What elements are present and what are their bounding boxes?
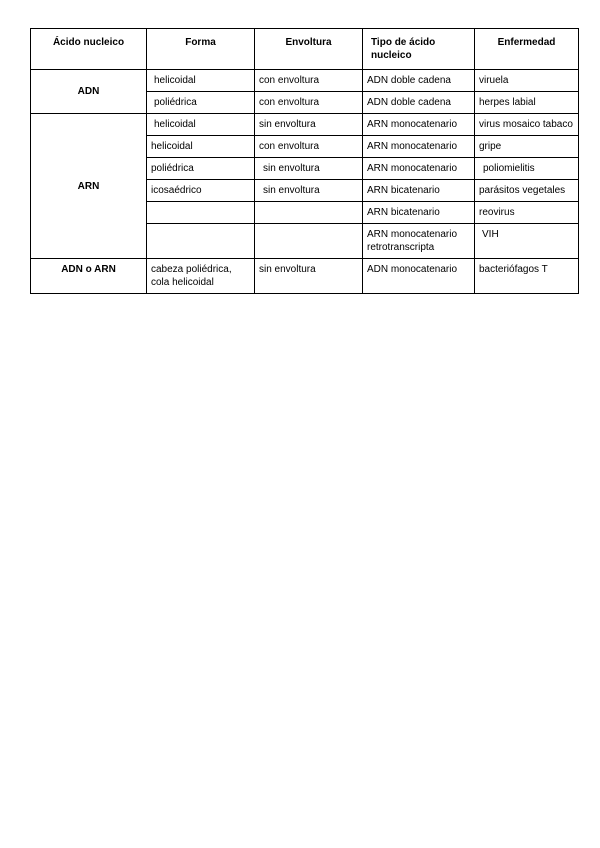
cell-forma: helicoidal [147,114,255,136]
cell-envoltura: sin envoltura [255,180,363,202]
cell-tipo: ARN bicatenario [363,180,475,202]
header-enfermedad: Enfermedad [475,29,579,70]
cell-envoltura-empty [255,202,363,224]
cell-enfermedad: virus mosaico tabaco [475,114,579,136]
cell-tipo: ARN monocatenario [363,136,475,158]
group-cell-arn: ARN [31,114,147,259]
cell-enfermedad: viruela [475,70,579,92]
cell-envoltura: sin envoltura [255,259,363,294]
cell-tipo: ARN monocatenario retrotranscripta [363,224,475,259]
header-tipo-acido-nucleico: Tipo de ácido nucleico [363,29,475,70]
cell-forma: cabeza poliédrica, cola helicoidal [147,259,255,294]
header-envoltura: Envoltura [255,29,363,70]
cell-tipo: ARN bicatenario [363,202,475,224]
cell-enfermedad: herpes labial [475,92,579,114]
cell-envoltura: sin envoltura [255,114,363,136]
cell-enfermedad: parásitos vegetales [475,180,579,202]
virus-classification-table [30,28,579,294]
group-cell-adn: ADN [31,70,147,114]
table-row [31,114,579,136]
cell-forma: icosaédrico [147,180,255,202]
table-header-row [31,29,579,70]
cell-forma: poliédrica [147,158,255,180]
cell-forma-empty [147,224,255,259]
cell-enfermedad: reovirus [475,202,579,224]
cell-tipo: ADN monocatenario [363,259,475,294]
cell-tipo: ARN monocatenario [363,158,475,180]
cell-enfermedad: gripe [475,136,579,158]
header-forma: Forma [147,29,255,70]
cell-forma-empty [147,202,255,224]
group-cell-adn-o-arn: ADN o ARN [31,259,147,294]
cell-tipo: ADN doble cadena [363,92,475,114]
cell-tipo: ARN monocatenario [363,114,475,136]
table-row [31,259,579,294]
cell-enfermedad: bacteriófagos T [475,259,579,294]
cell-envoltura: con envoltura [255,136,363,158]
cell-tipo: ADN doble cadena [363,70,475,92]
cell-envoltura-empty [255,224,363,259]
cell-envoltura: con envoltura [255,92,363,114]
cell-envoltura: sin envoltura [255,158,363,180]
header-acido-nucleico: Ácido nucleico [31,29,147,70]
cell-enfermedad: poliomielitis [475,158,579,180]
cell-forma: helicoidal [147,136,255,158]
table-row [31,70,579,92]
cell-forma: poliédrica [147,92,255,114]
cell-envoltura: con envoltura [255,70,363,92]
cell-forma: helicoidal [147,70,255,92]
cell-enfermedad: VIH [475,224,579,259]
